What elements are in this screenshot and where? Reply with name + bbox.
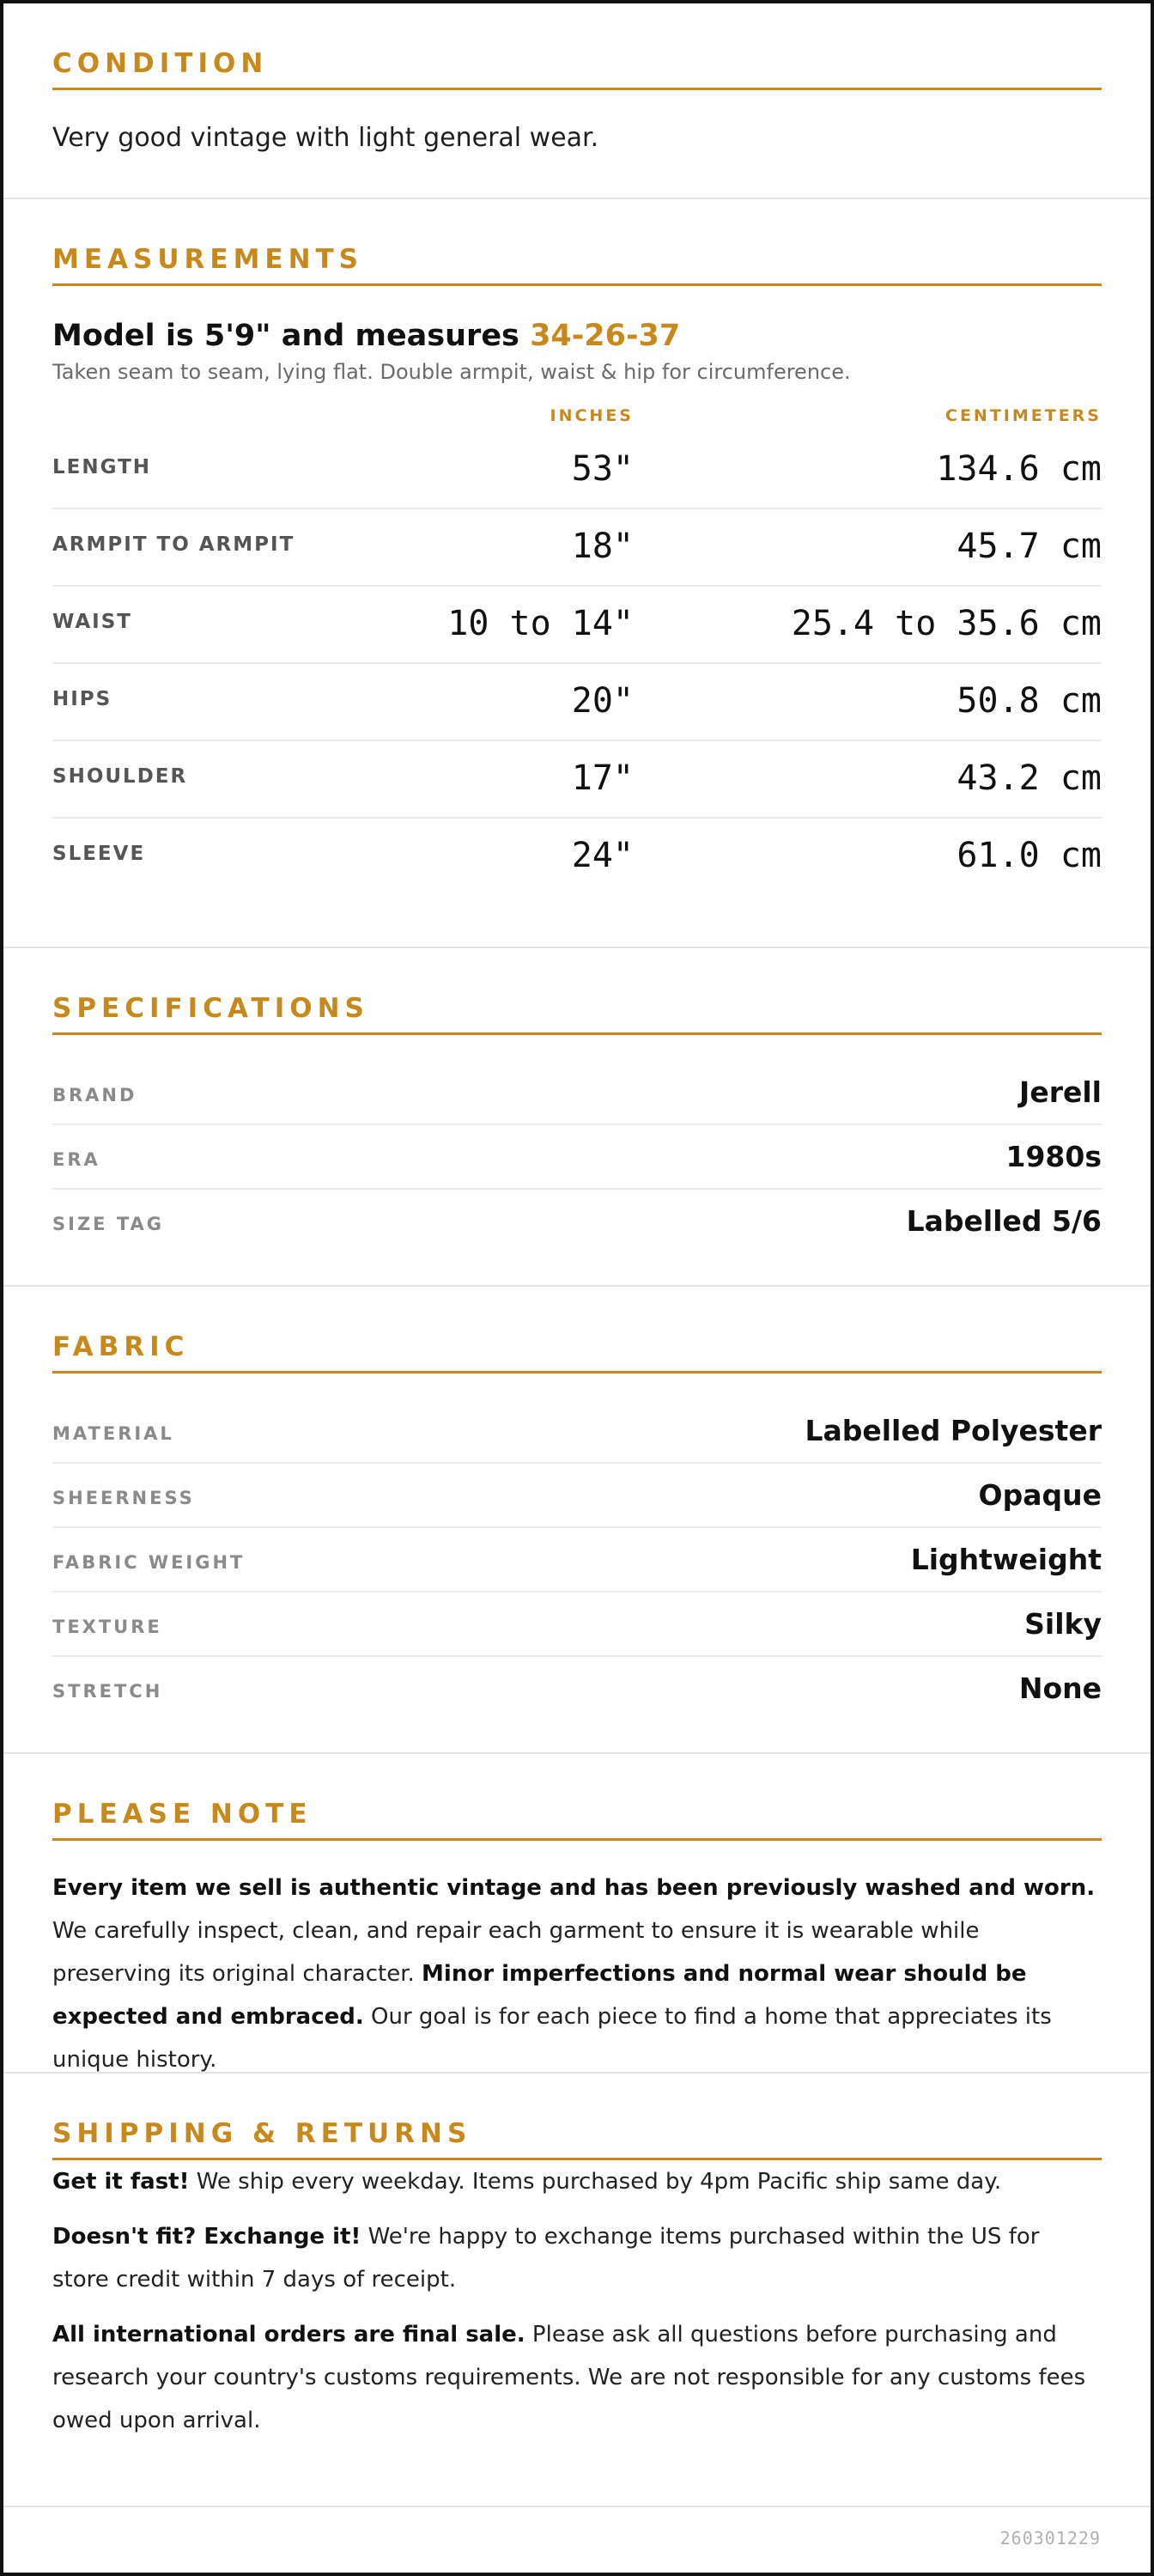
fabric-value: Lightweight [910,1543,1102,1576]
shipping-text-1: We ship every weekday. Items purchased by 4pm Pacific ship same day. [189,2169,1002,2195]
shipping-paragraph-exchange [52,2215,1102,2301]
measurement-cm: 50.8 cm [957,681,1102,721]
measurement-label: LENGTH [52,456,152,478]
condition-title: CONDITION [52,46,1102,90]
fabric-row-stretch [52,1657,1102,1720]
fabric-list [52,1399,1102,1720]
measurement-inches: 17" [571,758,634,798]
please-note-title: PLEASE NOTE [52,1797,1102,1841]
fabric-value: None [1018,1672,1102,1705]
fabric-key: STRETCH [52,1681,163,1702]
measurement-row-length [52,432,1102,509]
measurement-row-waist [52,587,1102,664]
measurement-note: Taken seam to seam, lying flat. Double armpit, waist & hip for circumference. [52,360,851,384]
fabric-section [3,1287,1151,1754]
measurement-cm: 45.7 cm [957,527,1102,566]
note-text-2: Our goal is for each piece to find a home that appreciates its unique history. [52,2004,1052,2073]
measurement-cm: 134.6 cm [936,449,1102,489]
spec-key: SIZE TAG [52,1214,165,1234]
spec-key: BRAND [52,1085,137,1105]
measurement-row-sleeve [52,819,1102,894]
model-measures-line [52,317,1102,355]
spec-value: Labelled 5/6 [906,1204,1102,1238]
spec-value: 1980s [1005,1140,1102,1173]
shipping-section [3,2074,1151,2507]
shipping-paragraph-fast [52,2160,1102,2203]
measurement-row-armpit [52,509,1102,587]
fabric-value: Opaque [978,1478,1102,1512]
measurement-label: ARMPIT TO ARMPIT [52,533,295,556]
specifications-title: SPECIFICATIONS [52,991,1102,1035]
specifications-list [52,1061,1102,1252]
spec-row-size-tag [52,1190,1102,1252]
shipping-bold-2: Doesn't fit? Exchange it! [52,2224,361,2250]
centimeters-header: CENTIMETERS [945,406,1102,425]
shipping-bold-1: Get it fast! [52,2169,190,2195]
fabric-row-texture [52,1592,1102,1657]
note-bold-2: Minor imperfections and normal wear should be expected and embraced. [52,1961,1027,2030]
fabric-key: TEXTURE [52,1617,162,1637]
please-note-section [3,1754,1151,2074]
fabric-row-material [52,1399,1102,1464]
measurement-label: SHOULDER [52,765,188,788]
measurement-label: HIPS [52,688,112,710]
measurement-cm: 25.4 to 35.6 cm [791,604,1102,643]
inches-header: INCHES [550,406,634,425]
spec-key: ERA [52,1149,100,1170]
measurement-column-headers [52,401,1102,432]
measurement-cm: 61.0 cm [957,836,1102,875]
fabric-value: Silky [1024,1607,1102,1641]
shipping-paragraph-international [52,2313,1102,2442]
measurement-table [52,432,1102,894]
measurement-inches: 20" [571,681,634,721]
measurement-inches: 18" [571,527,634,566]
condition-section [3,3,1151,199]
model-measures-value: 34-26-37 [530,319,681,353]
measurement-row-hips [52,664,1102,741]
fabric-key: FABRIC WEIGHT [52,1552,246,1573]
measurement-inches: 24" [571,836,634,875]
specifications-section [3,948,1151,1287]
shipping-text-3: Please ask all questions before purchasing and research your country's customs requirements. We are not responsible for any customs fees owed upon arrival. [52,2322,1086,2433]
fabric-title: FABRIC [52,1330,1102,1373]
shipping-text-2: We're happy to exchange items purchased within the US for store credit within 7 days of receipt. [52,2224,1040,2293]
shipping-bold-3: All international orders are final sale. [52,2322,525,2348]
model-prefix: Model is 5'9" and measures [52,319,531,353]
measurement-inches: 53" [571,449,634,489]
please-note-text [52,1867,1102,2081]
spec-row-era [52,1125,1102,1190]
shipping-title: SHIPPING & RETURNS [52,2116,1102,2160]
measurement-label: WAIST [52,611,132,633]
fabric-key: MATERIAL [52,1423,174,1444]
measurement-inches: 10 to 14" [447,604,634,643]
item-id: 260301229 [999,2528,1101,2549]
spec-value: Jerell [1019,1075,1102,1109]
fabric-key: SHEERNESS [52,1488,195,1508]
note-text-1: We carefully inspect, clean, and repair each garment to ensure it is wearable while preserving its original character. [52,1918,980,1987]
measurements-section [3,199,1151,948]
fabric-row-weight [52,1528,1102,1592]
measurement-row-shoulder [52,741,1102,819]
measurements-title: MEASUREMENTS [52,242,1102,286]
fabric-row-sheerness [52,1464,1102,1528]
measurement-cm: 43.2 cm [957,758,1102,798]
fabric-value: Labelled Polyester [805,1414,1102,1447]
condition-text: Very good vintage with light general wear. [52,123,599,153]
measurement-label: SLEEVE [52,843,146,865]
note-bold-1: Every item we sell is authentic vintage and has been previously washed and worn. [52,1875,1096,1901]
spec-row-brand [52,1061,1102,1125]
